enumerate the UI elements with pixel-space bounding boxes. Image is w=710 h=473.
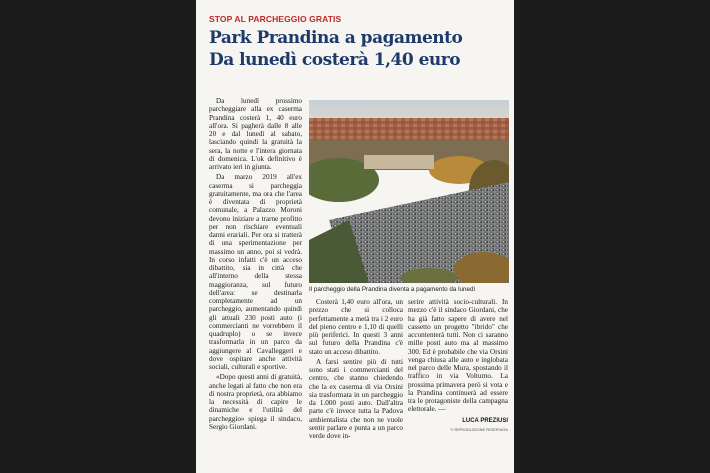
newspaper-page: [196, 0, 514, 473]
paragraph: serire attività socio-culturali. In mezzo c'è il sindaco Giordani, che ha già fatto sapere di avere nel cassetto un progetto "ibrido" che accontenterà tutti. Non ci saranno mille posti auto ma al massimo 300. Ed è probabile che via Orsini venga chiusa alle auto e inglobata nel parco delle Mura, spostando il traffico in via Volturno. La prossima primavera però si vota e la Prandina continuerà ad essere tra le protagoniste della campagna elettorale. —: [408, 298, 508, 414]
headline-line-1: Park Prandina a pagamento: [209, 28, 463, 48]
article-column-3: [408, 298, 508, 434]
copyright-note: © RIPRODUZIONE RISERVATA: [450, 426, 508, 432]
parking-lot-photo: [309, 100, 509, 283]
byline: LUCA PREZIUSI: [462, 417, 508, 424]
photo-caption: Il parcheggio della Prandina diventa a pagamento da lunedì: [309, 286, 476, 293]
headline: [209, 27, 509, 71]
paragraph: Costerà 1,40 euro all'ora, un prezzo che si colloca perfettamente a metà tra i 2 euro del pieno centro e 1,10 di quelli più periferici. In questi 3 anni sul futuro della Prandina c'è stato un acceso dibattito.: [309, 298, 403, 356]
paragraph: «Dopo questi anni di gratuità, anche legati al fatto che non era di nostra proprietà, ora abbiamo la necessità di capire le dinamiche e l'utilità del parcheggio» spiega il sindaco, Sergio Giordani.: [209, 373, 302, 431]
paragraph: Da marzo 2019 all'ex caserma si parcheggia gratuitamente, ma ora che l'area è diventata di proprietà comunale, a Palazzo Moroni devono iniziare a trarne profitto per non rischiare eventuali danni erariali. Per ora si tratterà di una sperimentazione per massimo un anno, poi si vedrà. In corso infatti c'è un acceso dibattito, sia in città che all'interno della stessa maggioranza, sul futuro dell'area: se destinarla completamente ad un parcheggio, aumentando quindi gli attuali 230 posti auto (i commercianti ne vorrebbero il quadruplo) o se invece trasformarla in un parco da aggiungere al Cavalleggeri e dove ospitare anche attività sociali, culturali e sportive.: [209, 173, 302, 371]
article-column-1: [209, 97, 302, 431]
kicker: STOP AL PARCHEGGIO GRATIS: [209, 14, 342, 24]
headline-line-2: Da lunedì costerà 1,40 euro: [209, 50, 461, 70]
paragraph: Da lunedì prossimo parcheggiare alla ex caserma Prandina costerà 1, 40 euro all'ora. Si pagherà dalle 8 alle 20 e dal lunedì al sabato, lasciando quindi la gratuità la sera, la notte e l'intera giornata di domenica. L'ok definitivo è arrivato ieri in giunta.: [209, 97, 302, 171]
article-column-2: [309, 298, 403, 440]
paragraph: A farsi sentire più di tutti sono stati i commercianti del centro, che stanno chiedendo che la ex caserma di via Orsini sia trasformata in un parcheggio da 1.000 posti auto. Dall'altra parte c'è invece tutta la Padova ambientalista che non ne vuole sentir parlare e punta a un parco verde dove in-: [309, 357, 403, 440]
